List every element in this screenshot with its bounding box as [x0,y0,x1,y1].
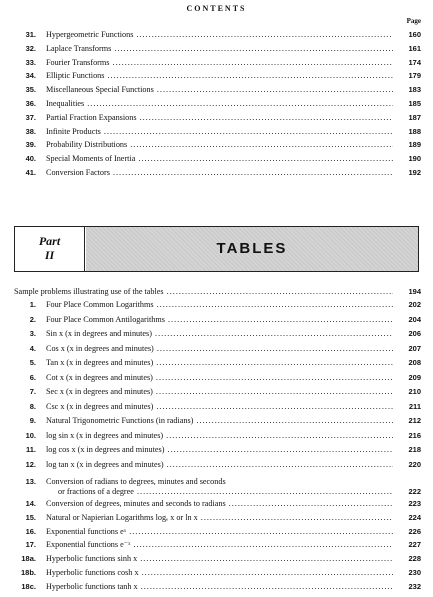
toc-entry-title: log sin x (x in degrees and minutes) ..... [46,430,393,442]
toc-entry-number: 18b. [20,568,36,577]
toc-entry-title: Hyperbolic functions tanh x ..... [46,581,393,593]
toc-entry[interactable] [0,70,433,82]
toc-entry-title: Exponential functions e⁻ˣ ..... [46,539,393,551]
toc-entry-number: 14. [25,499,36,508]
toc-entry-page: 187 [408,112,421,122]
toc-entry[interactable] [0,553,433,565]
toc-entry-number: 3. [29,329,36,338]
toc-entry-title: Probability Distributions ..... [46,139,393,151]
toc-entry[interactable] [0,459,433,471]
toc-entry[interactable] [0,153,433,165]
page-column-label: Page [406,17,421,25]
toc-entry-page: 174 [408,57,421,67]
toc-entry-page: 226 [408,526,421,536]
toc-entry-number: 34. [25,71,36,81]
toc-entry-number: 2. [29,314,36,324]
toc-entry-number: 6. [29,372,36,382]
toc-entry-sample[interactable] [0,286,433,298]
toc-entry-page: 185 [408,99,421,108]
toc-entry[interactable] [0,126,433,138]
toc-entry[interactable] [0,372,433,384]
toc-entry-title: log tan x (x in degrees and minutes) ..... [46,459,393,471]
toc-entry-number: 11. [25,445,36,454]
toc-entry-number: 38. [25,126,36,136]
toc-entry-number: 4. [29,343,36,353]
toc-entry[interactable] [0,512,433,524]
toc-entry-page: 192 [408,168,421,177]
toc-entry-number: 31. [25,30,36,39]
part-label-number: II [44,248,55,262]
toc-entry[interactable] [0,401,433,413]
toc-entry-page: 223 [408,499,421,508]
toc-entry-title: Hyperbolic functions cosh x ..... [46,567,393,579]
toc-entry-page: 224 [408,512,421,522]
toc-entry-number: 7. [29,387,36,396]
toc-entry-title: Miscellaneous Special Functions ..... [46,84,393,96]
toc-entry-number: 8. [29,401,36,411]
toc-entry-page: 208 [408,358,421,367]
toc-entry-number: 39. [25,140,36,150]
toc-entry[interactable] [0,498,433,510]
toc-entry-page: 202 [408,300,421,309]
toc-entry-title: Four Place Common Antilogarithms ..... [46,314,393,326]
toc-entry-number: 36. [25,99,36,108]
toc-entry[interactable] [0,84,433,96]
toc-entry[interactable] [0,567,433,579]
toc-entry[interactable] [0,430,433,442]
toc-entry-number: 10. [25,430,36,440]
toc-entry-number: 33. [25,57,36,67]
toc-entry-page: 160 [408,30,421,39]
toc-entry[interactable] [0,357,433,369]
toc-entry[interactable] [0,415,433,427]
toc-entry-title: Sec x (x in degrees and minutes) ..... [46,386,393,398]
toc-entry-title: Tan x (x in degrees and minutes) ..... [46,357,393,369]
toc-entry-title: Csc x (x in degrees and minutes) ..... [46,401,393,413]
toc-entry[interactable] [0,112,433,124]
toc-entry-number: 18a. [21,554,36,564]
toc-entry-page: 210 [408,387,421,396]
toc-entry[interactable] [0,444,433,456]
toc-entry-number: 37. [25,112,36,122]
toc-entry-page: 227 [408,540,421,550]
toc-entry-page: 189 [408,140,421,150]
toc-entry-number: 35. [25,85,36,95]
toc-entry-title: Natural or Napierian Logarithms logₑ x or ln x ..... [46,512,393,524]
toc-entry-title: Sample problems illustrating use of the tables ..... [14,286,393,298]
toc-entry-title: Partial Fraction Expansions ..... [46,112,393,124]
toc-entry-number: 13. [25,477,36,486]
toc-entry[interactable] [0,299,433,311]
toc-entry-title: Cot x (x in degrees and minutes) ..... [46,372,393,384]
toc-entry[interactable] [0,139,433,151]
toc-entry-page: 194 [408,287,421,296]
toc-entry-page: 220 [408,459,421,469]
toc-entry-number: 18c. [21,581,36,591]
toc-entry-title-line2: or fractions of a degree ..... [58,486,393,498]
toc-entry[interactable] [0,314,433,326]
toc-entry-title: Exponential functions eˣ ..... [46,526,393,538]
toc-entry-title: Special Moments of Inertia ..... [46,153,393,165]
toc-entry-number: 32. [25,43,36,53]
toc-entry[interactable] [0,386,433,398]
toc-entry-title-line1: Conversion of radians to degrees, minutes and seconds [46,477,226,486]
toc-entry-page: 207 [408,343,421,353]
toc-entry-page: 206 [408,329,421,338]
toc-entry-page: 190 [408,154,421,164]
toc-entry[interactable] [0,581,433,593]
toc-entry-title: Sin x (x in degrees and minutes) ..... [46,328,393,340]
toc-entry[interactable] [0,343,433,355]
toc-entry-page: 188 [408,126,421,136]
toc-entry-page: 216 [408,430,421,440]
toc-entry-number: 12. [25,459,36,469]
toc-entry-number: 9. [29,416,36,425]
toc-entry-title: Inequalities ..... [46,98,393,110]
part-title: TABLES [86,227,418,271]
toc-entry[interactable] [0,57,433,69]
toc-entry-page: 222 [408,487,421,496]
toc-entry-page: 211 [408,401,421,411]
toc-entry-number: 15. [25,512,36,522]
toc-entry-title: Conversion Factors ..... [46,167,393,179]
toc-entry-13[interactable] [0,476,433,498]
toc-entry-page: 212 [408,416,421,425]
toc-entry-title: Hypergeometric Functions ..... [46,29,393,41]
page-header: CONTENTS [186,4,247,13]
toc-entry-title: Fourier Transforms ..... [46,57,393,69]
toc-entry[interactable] [0,43,433,55]
toc-entry-title: log cos x (x in degrees and minutes) ..... [46,444,393,456]
toc-entry-page: 179 [408,71,421,81]
part-label [15,227,85,271]
toc-entry-title: Laplace Transforms ..... [46,43,393,55]
toc-entry-title: Elliptic Functions ..... [46,70,393,82]
toc-entry[interactable] [0,539,433,551]
part-banner [14,226,419,272]
toc-entry-title: Natural Trigonometric Functions (in radians) ..... [46,415,393,427]
toc-entry-page: 209 [408,372,421,382]
toc-entry-number: 16. [25,526,36,536]
toc-entry-page: 218 [408,445,421,454]
toc-entry-page: 204 [408,314,421,324]
toc-entry-page: 230 [408,568,421,577]
toc-entry-number: 1. [29,300,36,309]
toc-entry-number: 40. [25,154,36,164]
part-label-word: Part [38,234,61,248]
toc-entry[interactable] [0,98,433,110]
toc-entry[interactable] [0,526,433,538]
toc-entry[interactable] [0,328,433,340]
toc-entry-title: Four Place Common Logarithms ..... [46,299,393,311]
toc-entry-number: 41. [25,168,36,177]
toc-entry-title: Conversion of degrees, minutes and seconds to radians ..... [46,498,393,510]
toc-entry-page: 228 [408,554,421,564]
toc-entry-title: Infinite Products ..... [46,126,393,138]
toc-entry-number: 5. [29,358,36,367]
toc-entry[interactable] [0,29,433,41]
toc-entry-page: 183 [408,85,421,95]
toc-entry-number: 17. [25,540,36,550]
toc-entry-page: 232 [408,581,421,591]
toc-entry-title: Hyperbolic functions sinh x ..... [46,553,393,565]
toc-entry-page: 161 [408,43,421,53]
toc-entry[interactable] [0,167,433,179]
toc-entry-title: Cos x (x in degrees and minutes) ..... [46,343,393,355]
